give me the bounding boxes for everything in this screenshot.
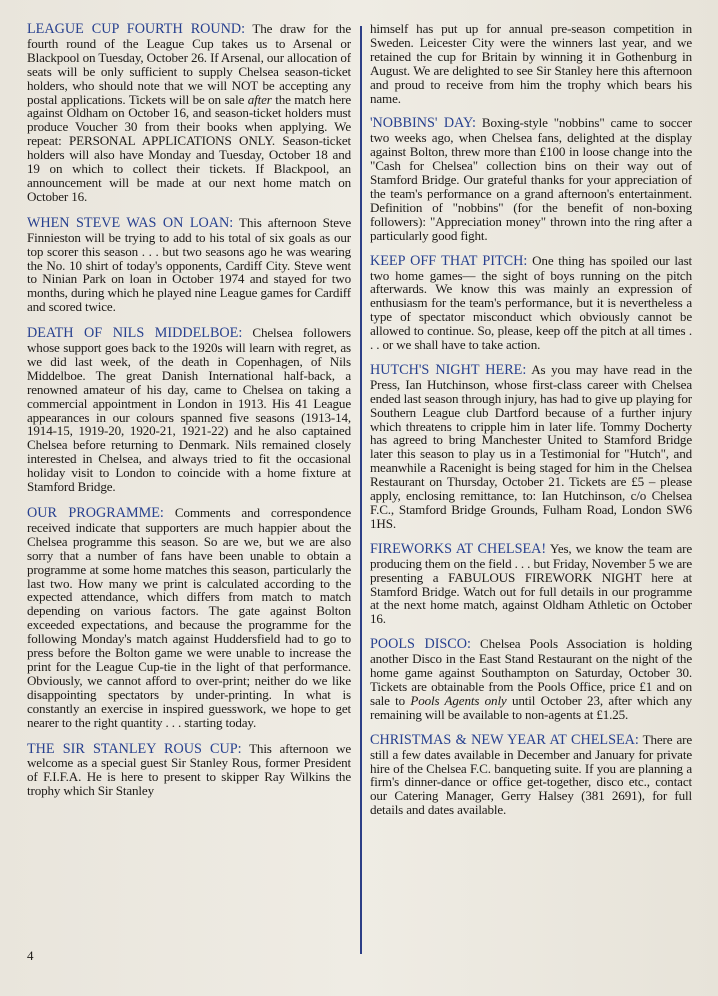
article-body: the match here against Oldham on October 16, and season-ticket holders must produce Voucher 30 from their books when applying. We repeat: PERSONAL APPLICATIONS ONLY. Season-ticket holders will also have Monday and Tuesday, October 18 and 19 on which to collect their tickets. If Blackpool, an announcement will be made at our next home match on October 16.: [27, 91, 351, 204]
article-nils-middelboe: [27, 326, 351, 494]
article-body: There are still a few dates available in December and January for private hire of the Chelsea F.C. banqueting suite. If you are planning a firm's dinner-dance or office get-together, disco etc., contact our Catering Manager, Gerry Halsey (381 2691), for full details and dates available.: [370, 731, 692, 818]
article-heading: WHEN STEVE WAS ON LOAN:: [27, 214, 234, 231]
article-hutchs-night: [370, 363, 692, 531]
article-body: Boxing-style "nobbins" came to soccer two weeks ago, when Chelsea fans, delighted at the display against Bolton, threw more than £100 in loose change into the "Cash for Chelsea" collection bins on their way out of Stamford Bridge. Our grateful thanks for your appreciation of the team's performance on a grand afternoon's entertainment. Definition of "nobbins" (for the benefit of non-boxing followers): "Appreciation money" thrown into the ring after a particularly good fight.: [370, 115, 692, 243]
article-steve-loan: [27, 216, 351, 314]
article-our-programme: [27, 506, 351, 730]
article-body: As you may have read in the Press, Ian Hutchinson, whose first-class career with Chelsea ended last season through injury, has had to give up playing for Southern League club Dartford because of a further injury which threatens to cripple him in later life. Tommy Docherty has agreed to bring Manchester United to Stamford Bridge later this season to play us in a Testimonial for "Hutch", and meanwhile a Racenight is being staged for him in the Chelsea Restaurant on Thursday, October 21. Tickets are £5 – please apply, enclosing remittance, to: Ian Hutchinson, c/o Chelsea F.C., Stamford Bridge Grounds, Fulham Road, London SW6 1HS.: [370, 361, 692, 531]
article-heading: 'NOBBINS' DAY:: [370, 115, 476, 132]
article-body: This afternoon we welcome as a special guest Sir Stanley Rous, former President of F.I.F.A. He is here to present to skipper Ray Wilkins the trophy which Sir Stanley: [27, 740, 351, 799]
article-body-emphasis: after: [247, 91, 272, 107]
article-fireworks: [370, 542, 692, 626]
article-heading: THE SIR STANLEY ROUS CUP:: [27, 740, 242, 757]
article-body: Chelsea Pools Association is holding another Disco in the East Stand Restaurant on the night of the home game against Southampton on Saturday, October 30. Tickets are obtainable from the Pools Office, price £1 and on sale to: [370, 636, 692, 708]
article-heading: FIREWORKS AT CHELSEA!: [370, 540, 547, 557]
article-heading: CHRISTMAS & NEW YEAR AT CHELSEA:: [370, 731, 639, 748]
page-number: 4: [27, 948, 34, 963]
article-heading: KEEP OFF THAT PITCH:: [370, 252, 528, 269]
article-league-cup: [27, 22, 351, 204]
article-keep-off-pitch: [370, 254, 692, 352]
left-column: [27, 22, 351, 956]
article-stanley-rous-cup-continued: [370, 22, 692, 105]
article-body: until October 23, after which any remaining will be available to non-agents at £1.25.: [370, 692, 692, 722]
article-body: Yes, we know the team are producing them on the field . . . but Friday, November 5 we are presenting a FABULOUS FIREWORK NIGHT here at Stamford Bridge. Watch out for full details in our programme at the next home match, against Oldham Athletic on October 16.: [370, 540, 692, 627]
article-heading: POOLS DISCO:: [370, 636, 471, 653]
article-stanley-rous-cup: [27, 742, 351, 799]
article-heading: HUTCH'S NIGHT HERE:: [370, 361, 527, 378]
column-divider: [360, 26, 362, 954]
article-body: Comments and correspondence received indicate that supporters are much happier about the Chelsea programme this season. So are we, but we are also sorry that a number of fans have been unable to obtain a programme at some home matches this season, particularly the last two. How many we print is calculated according to the expected attendance, which differs from match to match depending on various factors. The gate against Bolton exceeded expectations, and because the programme for the following Monday's match against Huddersfield had to go to press before the Bolton game we were unable to increase the print for the League Cup-tie in the light of that performance. Obviously, we cannot afford to over-print; neither do we like disappointing spectators by under-printing. In what is constantly an exercise in inspired guesswork, we hope to get nearer to the right quantity . . . starting today.: [27, 505, 351, 730]
article-body: One thing has spoiled our last two home games— the sight of boys running on the pitch afterwards. We know this was mainly an expression of enthusiasm for the team's performance, but it is nevertheless a type of spectator misconduct which obviously cannot be allowed to continue. So, please, keep off the pitch at all times . . . or we shall have to take action.: [370, 252, 692, 353]
article-heading: OUR PROGRAMME:: [27, 505, 164, 521]
article-body: Chelsea followers whose support goes back to the 1920s will learn with regret, as we did last week, of the death in Copenhagen, of Nils Middelboe. The great Danish International half-back, a renowned amateur of his day, came to Chelsea on taking a commercial appointment in London in 1913. His 41 League appearances in our colours spanned five seasons (1913-14, 1914-15, 1919-20, 1920-21, 1921-22) and he also captained Chelsea before returning to Denmark. Nils remained closely interested in Chelsea, and always tried to fit the occasional holiday visit to London to coincide with a home fixture at Stamford Bridge.: [27, 325, 351, 495]
article-heading: LEAGUE CUP FOURTH ROUND:: [27, 22, 246, 37]
article-body-emphasis: Pools Agents only: [410, 692, 507, 708]
article-christmas-new-year: [370, 733, 692, 817]
article-nobbins-day: [370, 116, 692, 242]
article-heading: DEATH OF NILS MIDDELBOE:: [27, 325, 243, 342]
right-column: [370, 22, 692, 956]
article-body: This afternoon Steve Finnieston will be trying to add to his total of six goals as our top scorer this season . . . but two seasons ago he was wearing the No. 10 shirt of today's opponents, Cardiff City. Steve went to Ninian Park on loan in October 1974 and stayed for two months, during which he played nine League games for Cardiff and scored twice.: [27, 214, 351, 315]
article-body: The draw for the fourth round of the League Cup takes us to Arsenal or Blackpool on Tuesday, October 26. If Arsenal, our allocation of seats will be only sufficient to supply Chelsea season-ticket holders, who should note that we will NOT be accepting any postal applications. Tickets will be on sale: [27, 22, 351, 107]
article-pools-disco: [370, 637, 692, 721]
article-body: himself has put up for annual pre-season competition in Sweden. Leicester City were the winners last year, and we retained the cup for Britain by winning it in Gothenburg in August. We are delighted to see Sir Stanley here this afternoon and proud to receive from him the trophy which bears his name.: [370, 22, 692, 106]
